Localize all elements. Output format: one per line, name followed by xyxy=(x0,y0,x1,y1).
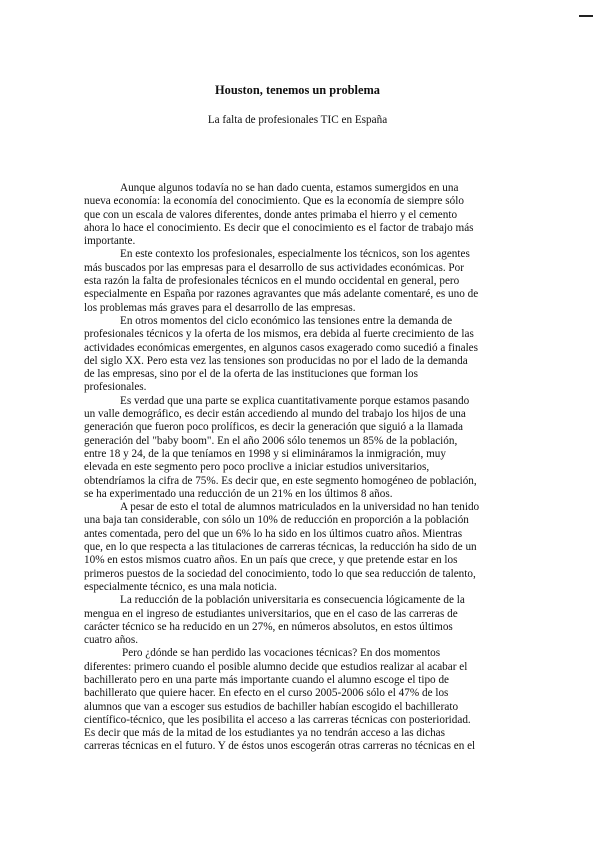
paragraph-line: ahora lo hace el conocimiento. Es decir que el conocimiento es el factor de trabajo más xyxy=(84,221,474,234)
paragraph-line: obtendríamos la cifra de 75%. Es decir que, en este segmento homogéneo de población, xyxy=(84,474,477,487)
paragraph-line: cuatro años. xyxy=(84,634,139,647)
paragraph-line: profesionales técnicos y la oferta de los mismos, era debida al fuerte crecimiento de las xyxy=(84,328,474,341)
paragraph-line: actividades económicas emergentes, en algunos casos exagerado como sucedió a finales xyxy=(84,341,479,354)
paragraph-line: nueva economía: la economía del conocimiento. Que es la economía de siempre sólo xyxy=(84,195,464,208)
paragraph-line: A pesar de esto el total de alumnos matriculados en la universidad no han tenido xyxy=(120,501,480,514)
paragraph-line: que, en lo que respecta a las titulaciones de carreras técnicas, la reducción ha sido de un xyxy=(84,541,477,554)
paragraph-line: En este contexto los profesionales, especialmente los técnicos, son los agentes xyxy=(120,248,470,261)
paragraph-line: bachillerato que quiere hacer. En efecto en el curso 2005-2006 sólo el 47% de los xyxy=(84,687,449,700)
paragraph-line: En otros momentos del ciclo económico las tensiones entre la demanda de xyxy=(120,314,453,327)
paragraph-line: una baja tan considerable, con sólo un 10% de reducción en proporción a la población xyxy=(84,514,469,527)
paragraph-line: Es decir que más de la mitad de los estudiantes ya no tendrán acceso a las dichas xyxy=(84,727,445,740)
paragraph-line: especialmente en España por razones agravantes que más adelante comentaré, es uno de xyxy=(84,288,479,301)
paragraph-line: del siglo XX. Pero esta vez las tensiones son producidas no por el lado de la demanda xyxy=(84,354,468,367)
paragraph-line: más buscados por las empresas para el desarrollo de sus actividades económicas. Por xyxy=(84,261,464,274)
paragraph-line: generación que fueron poco prolíficos, es decir la generación que siguió a la llamada xyxy=(84,421,463,434)
paragraph-line: esta razón la falta de profesionales técnicos en el mundo occidental en general, pero xyxy=(84,275,460,288)
paragraph-line: alumnos que van a escoger sus estudios de bachiller habían escogido el bachillerato xyxy=(84,700,459,713)
paragraph-line: carácter técnico se ha reducido en un 27%, en números absolutos, en estos últimos xyxy=(84,620,453,633)
body-paragraph xyxy=(84,248,502,314)
paragraph-line: especialmente técnico, es una mala noticia. xyxy=(84,580,277,593)
paragraph-line: importante. xyxy=(84,235,136,248)
paragraph-line: que con un escala de valores diferentes, donde antes primaba el hierro y el cemento xyxy=(84,208,458,221)
paragraph-line: los problemas más graves para el desarrollo de las empresas. xyxy=(84,301,356,314)
body-paragraph xyxy=(84,315,502,395)
paragraph-line: un valle demográfico, es decir están accediendo al mundo del trabajo los hijos de una xyxy=(84,408,466,421)
paragraph-line: antes comentada, pero del que un 6% lo ha sido en los últimos cuatro años. Mientras xyxy=(84,527,463,540)
paragraph-line: de las empresas, sino por el de la oferta de las instituciones que forman los xyxy=(84,368,418,381)
paragraph-line: entre 18 y 24, de la que teníamos en 1998 y si elimináramos la inmigración, muy xyxy=(84,447,446,460)
paragraph-line: elevada en este segmento pero poco proclive a iniciar estudios universitarios, xyxy=(84,461,430,474)
body-paragraph xyxy=(84,594,502,647)
paragraph-line: se ha experimentado una reducción de un 21% en los últimos 8 años. xyxy=(84,487,393,500)
body-paragraph xyxy=(84,182,502,248)
paragraph-line: Es verdad que una parte se explica cuantitativamente porque estamos pasando xyxy=(120,394,470,407)
document-body xyxy=(84,182,502,754)
paragraph-line: científico-técnico, que les posibilita el acceso a las carreras técnicas con posterioridad. xyxy=(84,713,471,726)
paragraph-line: La reducción de la población universitaria es consecuencia lógicamente de la xyxy=(120,594,465,607)
paragraph-line: bachillerato pero en una parte más importante cuando el alumno escoge el tipo de xyxy=(84,673,450,686)
paragraph-line: mengua en el ingreso de estudiantes universitarios, que en el caso de las carreras de xyxy=(84,607,458,620)
body-paragraph xyxy=(84,647,502,753)
paragraph-line: diferentes: primero cuando el posible alumno decide que estudios realizar al acabar el xyxy=(84,660,468,673)
paragraph-line: profesionales. xyxy=(84,381,147,394)
corner-dash-mark xyxy=(579,15,593,17)
document-subtitle: La falta de profesionales TIC en España xyxy=(207,114,388,126)
body-paragraph xyxy=(84,501,502,594)
paragraph-line: 10% en estos mismos cuatro años. En un país que crece, y que pretende estar en los xyxy=(84,554,458,567)
paragraph-line: Aunque algunos todavía no se han dado cuenta, estamos sumergidos en una xyxy=(120,182,459,194)
paragraph-line: carreras técnicas en el futuro. Y de éstos unos escogerán otras carreras no técnicas en el xyxy=(84,740,476,753)
paragraph-line: Pero ¿dónde se han perdido las vocaciones técnicas? En dos momentos xyxy=(122,647,441,660)
paragraph-line: generación del "baby boom". En el año 2006 sólo tenemos un 85% de la población, xyxy=(84,434,458,447)
paragraph-line: primeros puestos de la sociedad del conocimiento, todo lo que sea reducción de talento, xyxy=(84,567,476,580)
document-title: Houston, tenemos un problema xyxy=(215,83,380,97)
body-paragraph xyxy=(84,395,502,501)
